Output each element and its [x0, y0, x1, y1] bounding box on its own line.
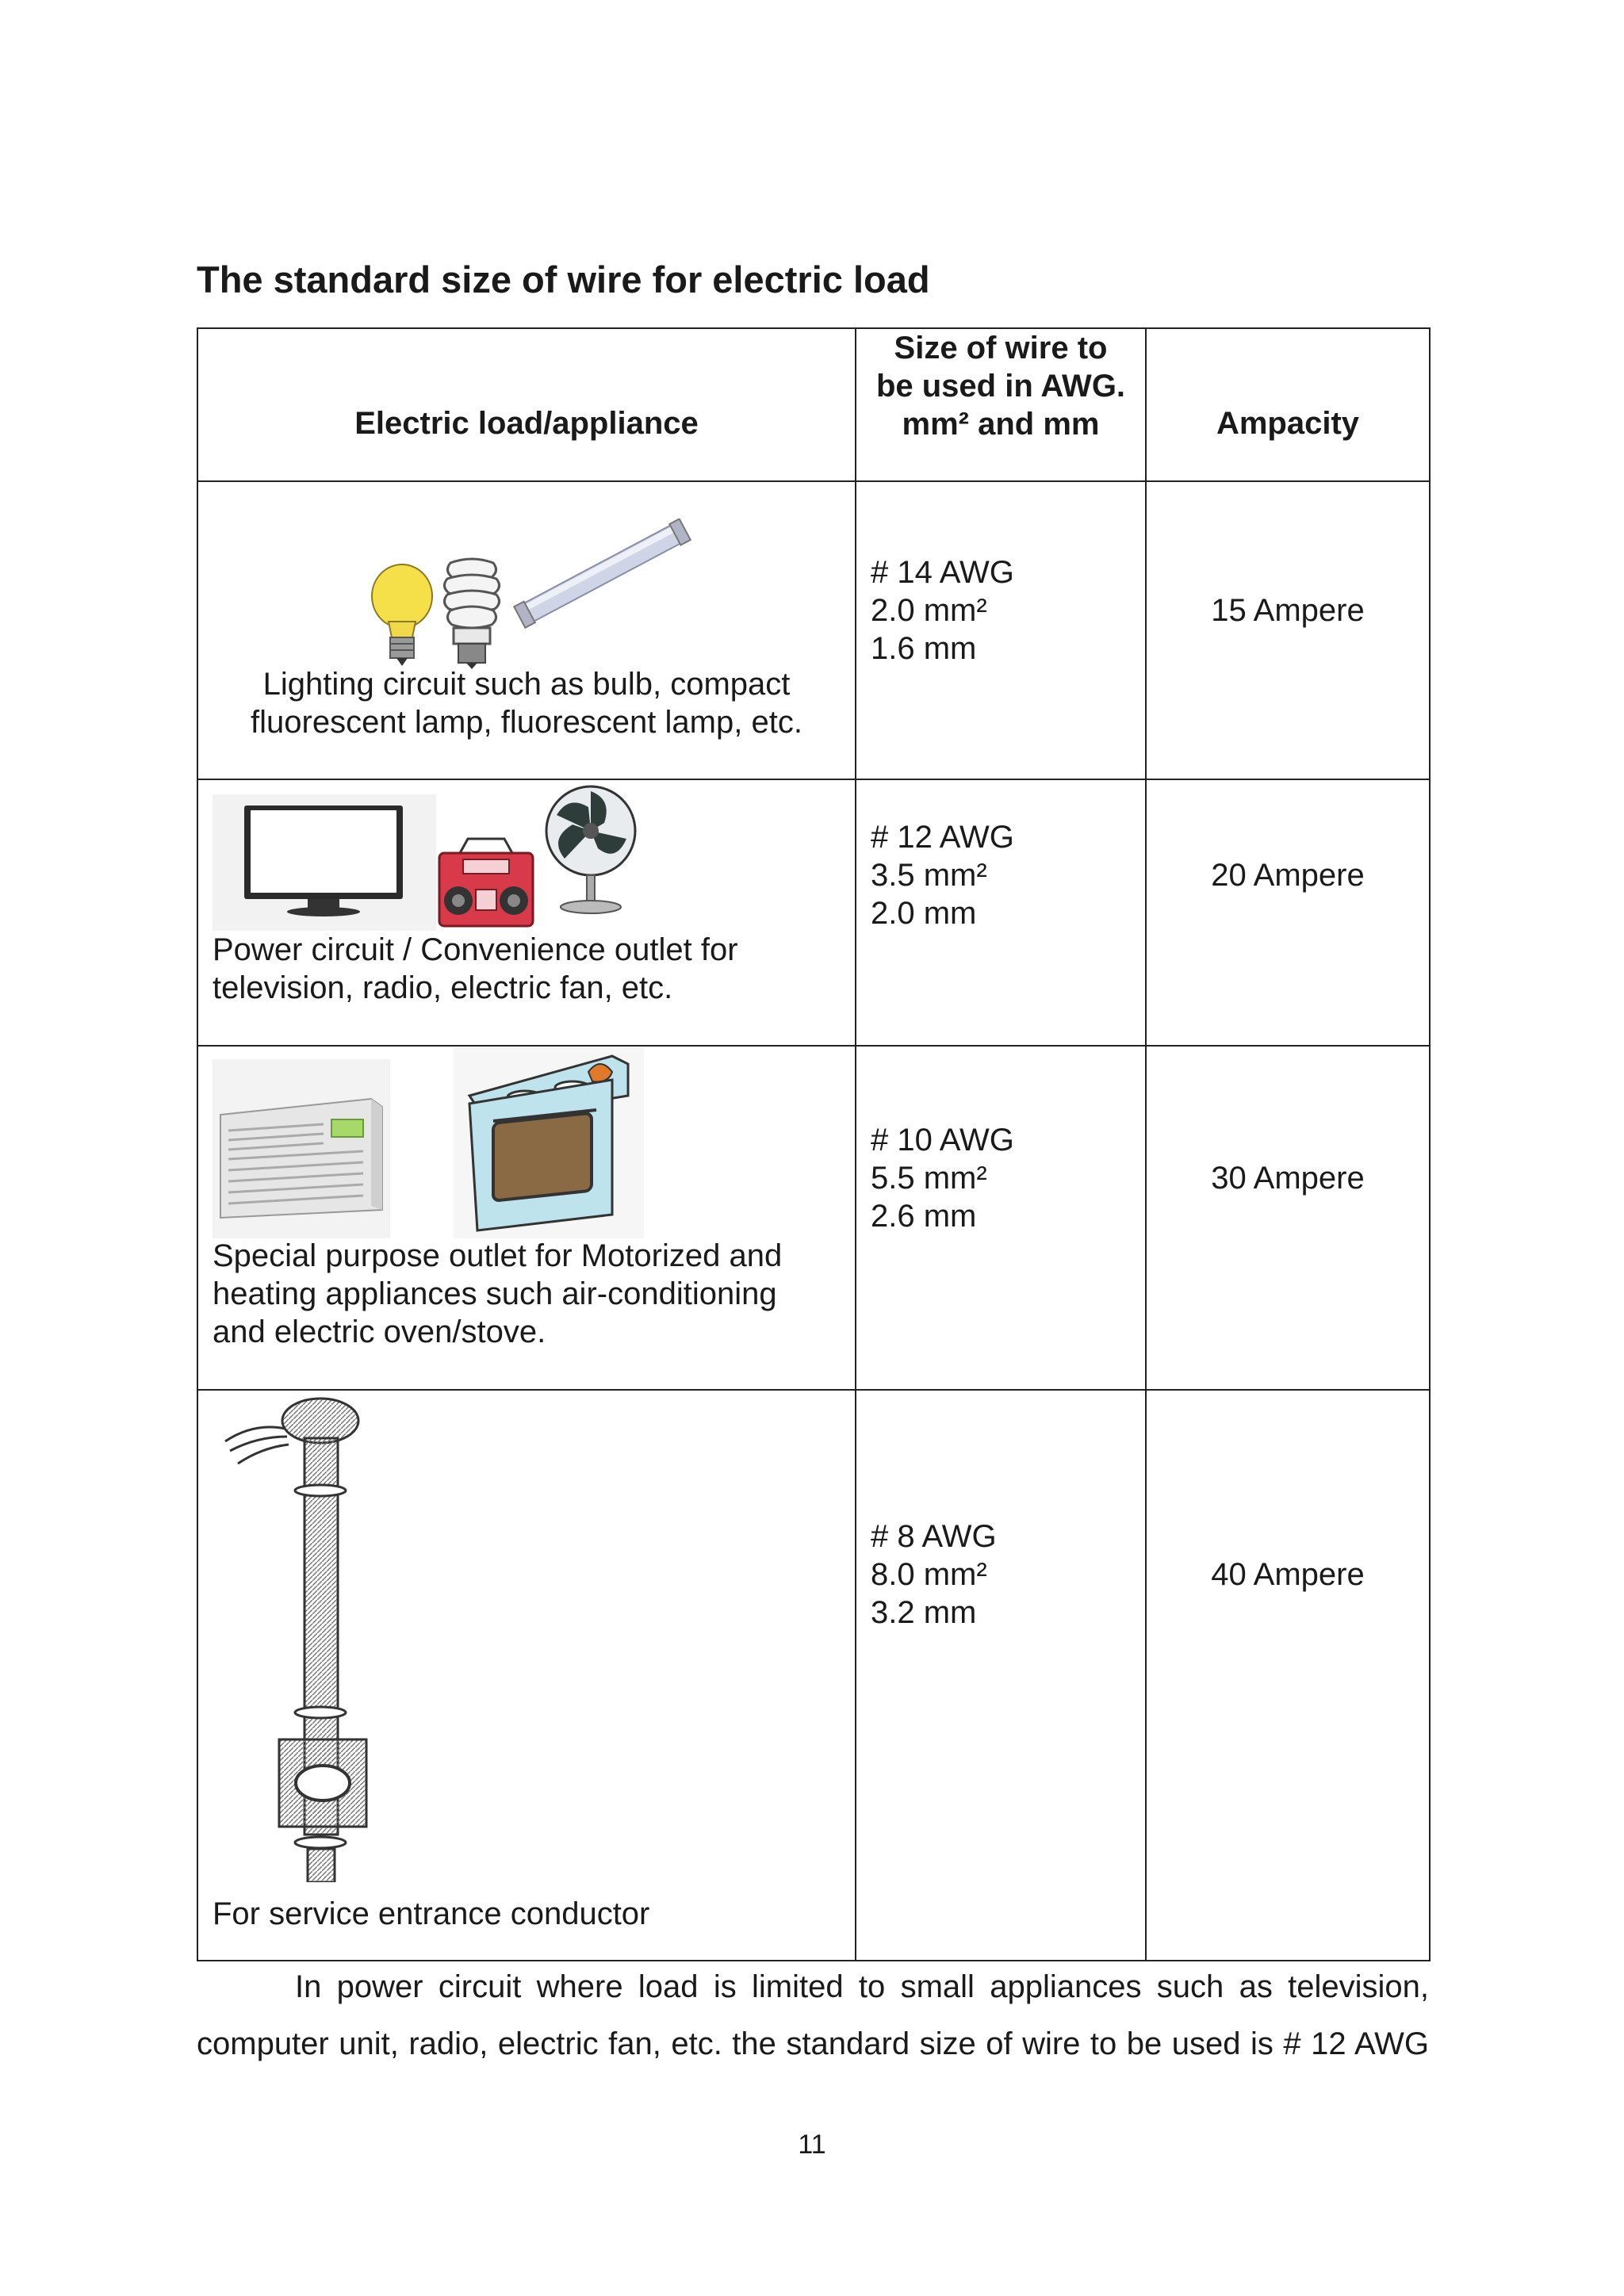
television-icon — [213, 794, 436, 931]
table-row-power — [197, 779, 1430, 1046]
ampacity-value: 30 Ampere — [1211, 1161, 1365, 1196]
table-row-special — [197, 1046, 1430, 1390]
size-cell — [856, 1046, 1146, 1390]
size-cell — [856, 1390, 1146, 1961]
load-line: Lighting circuit such as bulb, compact — [262, 667, 791, 702]
load-description — [213, 1237, 782, 1351]
load-line: Power circuit / Convenience outlet for — [213, 932, 738, 967]
load-line: television, radio, electric fan, etc. — [213, 970, 673, 1005]
load-description — [198, 665, 855, 741]
ampacity-cell — [1146, 481, 1430, 779]
mm2-value: 5.5 mm² — [871, 1161, 987, 1196]
table-header-row — [197, 328, 1430, 481]
ampacity-cell — [1146, 1046, 1430, 1390]
header-size-line-1: Size of wire to — [894, 331, 1108, 365]
header-size-line-2: be used in AWG. — [875, 369, 1126, 404]
fluorescent-tube-icon — [508, 519, 698, 629]
mm-value: 1.6 mm — [871, 631, 977, 666]
cfl-bulb-icon — [436, 555, 508, 671]
header-load: Electric load/appliance — [197, 328, 856, 481]
air-conditioner-icon — [213, 1059, 390, 1238]
page-title: The standard size of wire for electric load — [197, 258, 930, 300]
load-cell — [197, 1390, 856, 1961]
header-ampacity: Ampacity — [1146, 328, 1430, 481]
mm-value: 3.2 mm — [871, 1595, 977, 1630]
load-line: Special purpose outlet for Motorized and — [213, 1238, 783, 1273]
ampacity-cell — [1146, 779, 1430, 1046]
mm2-value: 2.0 mm² — [871, 593, 987, 628]
ampacity-value: 20 Ampere — [1211, 858, 1365, 893]
table-row-lighting — [197, 481, 1430, 779]
table-row-service-entrance — [197, 1390, 1430, 1961]
size-cell — [856, 779, 1146, 1046]
load-line: fluorescent lamp, fluorescent lamp, etc. — [251, 705, 802, 740]
ampacity-value: 15 Ampere — [1211, 593, 1365, 628]
ampacity-value: 40 Ampere — [1211, 1557, 1365, 1592]
mm2-value: 3.5 mm² — [871, 858, 987, 893]
load-line: and electric oven/stove. — [213, 1314, 546, 1349]
load-line: heating appliances such air-conditioning — [213, 1276, 777, 1311]
electric-stove-icon — [454, 1048, 644, 1238]
mm2-value: 8.0 mm² — [871, 1557, 987, 1592]
ampacity-cell — [1146, 1390, 1430, 1961]
awg-value: # 12 AWG — [871, 820, 1014, 855]
mm-value: 2.0 mm — [871, 896, 977, 931]
load-line: For service entrance conductor — [213, 1896, 650, 1931]
load-cell — [197, 481, 856, 779]
load-description — [213, 1895, 649, 1933]
awg-value: # 10 AWG — [871, 1123, 1014, 1158]
awg-value: # 14 AWG — [871, 555, 1014, 590]
mm-value: 2.6 mm — [871, 1199, 977, 1234]
body-paragraph: In power circuit where load is limited to small appliances such as television, computer unit, radio, electric fan, etc. the standard size of wire to be used is # 12 AWG — [197, 1969, 1429, 2061]
header-size — [856, 328, 1146, 481]
electric-fan-icon — [541, 783, 641, 916]
radio-icon — [436, 837, 536, 929]
load-description — [213, 931, 738, 1007]
wire-size-table — [197, 327, 1431, 1961]
load-cell — [197, 779, 856, 1046]
page-number: 11 — [798, 2130, 826, 2160]
size-cell — [856, 481, 1146, 779]
header-size-line-3: mm² and mm — [902, 407, 1100, 442]
service-entrance-mast-icon — [222, 1391, 412, 1882]
awg-value: # 8 AWG — [871, 1519, 997, 1554]
load-cell — [197, 1046, 856, 1390]
light-bulb-icon — [366, 558, 438, 669]
